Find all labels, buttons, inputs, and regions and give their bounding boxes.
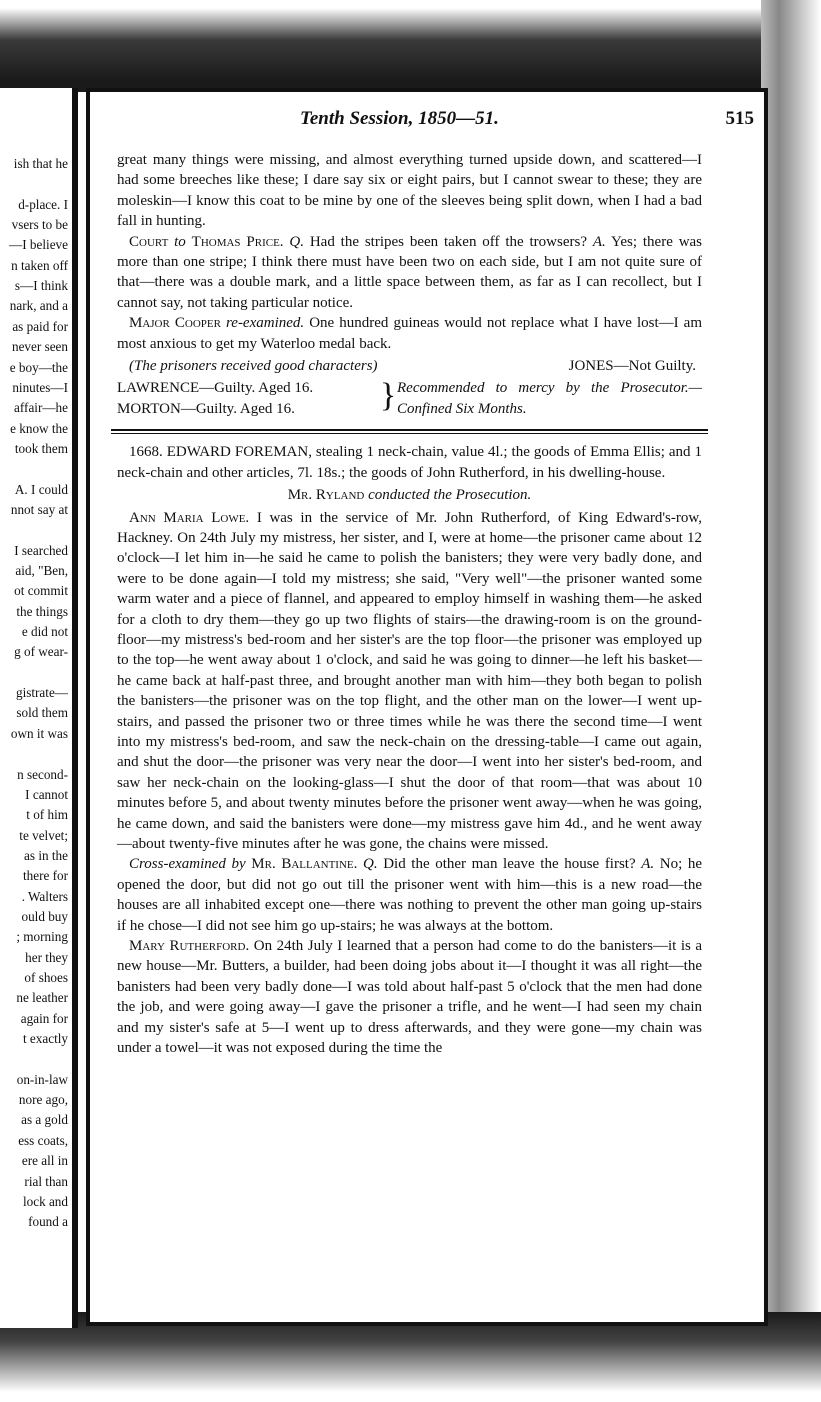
facing-page-line: as paid for [12, 318, 68, 334]
charge-text: stealing 1 neck-chain, value 4l.; the goods of Emma Ellis; and 1 neck-chain and other articles, 7l. 18s.; the goods of John Rutherford, in his dwelling-house. [117, 444, 702, 481]
facing-page-line: d-place. I [18, 196, 68, 212]
characters-note: (The prisoners received good characters) [129, 358, 378, 375]
court-label: Court [129, 233, 169, 250]
court-examination [117, 232, 702, 314]
facing-page-line: vsers to be [11, 217, 68, 233]
court-answer: Yes; there was more than one stripe; I think there must have been two on each side, but I am not quite sure of that—there was a double mark, and a little space between them, as far as I can recollect, but I cannot say, not taking particular notice. [117, 233, 703, 311]
facing-page-line: as a gold [21, 1112, 68, 1128]
facing-page-line: I cannot [25, 786, 68, 802]
facing-page-line: e boy—the [9, 359, 68, 375]
page-number: 515 [725, 108, 754, 129]
book-page [86, 88, 768, 1326]
verdict-lawrence: LAWRENCE—Guilty. Aged 16. [117, 380, 314, 397]
scan-border-right [761, 0, 821, 1402]
verdict-jones: JONES—Not Guilty. [568, 358, 696, 375]
facing-page-line: te velvet; [19, 827, 68, 843]
re-examination [117, 313, 702, 354]
facing-page-line: ess coats, [18, 1132, 68, 1148]
cross-question: Did the other man leave the house first? [383, 856, 636, 873]
facing-page-line: ot commit [14, 583, 68, 599]
facing-page-line: t of him [26, 807, 68, 823]
facing-page-line: g of wear- [14, 644, 68, 660]
cross-question-label: Q. [363, 856, 378, 873]
cross-counsel: Mr. Ballantine. [251, 856, 358, 873]
facing-page-line: lock and [22, 1193, 68, 1209]
facing-page-fragment [0, 88, 78, 1328]
facing-page-line: A. I could [14, 481, 68, 497]
re-exam-label: re-examined. [226, 315, 305, 332]
facing-page-line: n second- [17, 766, 68, 782]
cross-examination [117, 854, 702, 936]
case-number: 1668. [129, 444, 163, 461]
facing-page-line: the things [16, 603, 68, 619]
defendant-name: EDWARD FOREMAN, [166, 444, 312, 461]
brace-glyph: } [379, 377, 397, 415]
court-question: Had the stripes been taken off the trowsers? [309, 233, 587, 250]
facing-page-line: nark, and a [9, 298, 68, 314]
case-divider [111, 429, 708, 434]
witness-testimony-rutherford [117, 936, 702, 1058]
verdict-morton: MORTON—Guilty. Aged 16. [117, 400, 295, 417]
re-exam-text: One hundred guineas would not replace what I have lost—I am most anxious to get my Waterloo medal back. [117, 315, 703, 352]
prosecution-label: conducted the Prosecution. [368, 487, 532, 504]
testimony-continuation: great many things were missing, and almost everything turned upside down, and scattered—I had some breeches like these; I dare say six or eight pairs, but I cannot swear to these; they are moleskin—I know this coat to be mine by one of the sleeves being split down, when I had a bad fall in hunting. [117, 152, 702, 230]
sentence-note: Recommended to mercy by the Prosecutor.—Confined Six Months. [397, 380, 702, 417]
prosecutor-name: Mr. Ryland [287, 487, 365, 504]
facing-page-line: own it was [10, 725, 68, 741]
cross-answer-label: A. [641, 856, 655, 873]
facing-page-line: affair—he [14, 400, 68, 416]
facing-page-line: s—I think [14, 278, 68, 294]
facing-page-line: of shoes [24, 970, 68, 985]
cross-label: Cross-examined by [129, 856, 246, 873]
verdict-line [117, 356, 702, 376]
witness-name-rutherford: Mary Rutherford. [129, 938, 250, 955]
session-title: Tenth Session, 1850—51. [300, 108, 499, 129]
facing-page-line: on-in-law [16, 1071, 68, 1087]
re-exam-speaker: Major Cooper [129, 315, 221, 332]
facing-page-line: ; morning [16, 929, 68, 945]
question-label: Q. [289, 233, 304, 250]
facing-page-line: I searched [14, 542, 68, 558]
facing-page-line: ere all in [21, 1153, 68, 1169]
witness-name-lowe: Ann Maria Lowe. [129, 509, 250, 526]
sentence-names [117, 378, 379, 419]
facing-page-line: never seen [11, 339, 68, 355]
sentence-block [117, 378, 702, 419]
testimony-rutherford: On 24th July I learned that a person had come to do the banisters—it is a new house—Mr. Butters, a builder, had been doing jobs about it—I thought it was all right—the banisters had been very badly done—I was told about half-past 5 o'clock that the men had done the job, and were going away—I gave the prisoner a trifle, and he went—I had seen my chain and my sister's safe at 5—I went up to dress afterwards, and they were gone—my chain was under a towel—it was not exposed during the time the [117, 938, 703, 1057]
page-body [117, 150, 702, 1058]
facing-page-line: nnot say at [10, 501, 68, 517]
case-heading [117, 442, 702, 483]
witness-testimony-lowe [117, 508, 702, 855]
court-witness: Thomas Price. [191, 233, 284, 250]
facing-page-line: sold them [16, 705, 68, 721]
facing-page-line: ninutes—I [12, 379, 68, 395]
facing-page-line: again for [20, 1010, 68, 1026]
facing-page-line: took them [14, 440, 68, 456]
facing-page-line: t exactly [22, 1031, 68, 1047]
facing-page-line: e know the [10, 420, 68, 436]
running-header [90, 106, 764, 136]
facing-page-line: found a [28, 1214, 68, 1230]
facing-page-line: as in the [24, 847, 68, 863]
facing-page-line: ish that he [13, 156, 68, 171]
scan-border-top [0, 0, 821, 92]
testimony-lowe: I was in the service of Mr. John Rutherford, of King Edward's-row, Hackney. On 24th July my mistress, her sister, and I, were at home—the prisoner came about 12 o'clock—I let him in—he said he came to polish the banisters; they were very badly done, and were to be done again—I told my mistress; she said, "Very well"—the prisoner wanted some warm water and a piece of flannel, and appeared to employ himself in washing them—he asked for a cloth to dry them—they go up two flights of stairs—the drawing-room is on the ground-floor—my mistress's bed-room and her sister's are the top floor—the prisoner was employed up to the top—he went away about 1 o'clock, and said he was going to dinner—he left his basket—he came back at half-past three, and brought another man with him—they both began to polish the banisters—the prisoner was on the top flight, and the other man on the lower—I went up-stairs, and passed the prisoner two or three times while he was there the second time—I went into my mistress's bed-room, and saw the neck-chain on the dressing-table—I came out again, and shut the door—the prisoner was very near the door—I went into her sister's bed-room, and saw her neck-chain on the looking-glass—I shut the door of that room—that was about 10 minutes before 5, and about twenty minutes before the prisoner went away—when he was going, he came down, and said the banisters were done—my mistress gave him 4d., and he went away—about twenty-five minutes after he was gone, the chains were missed. [117, 509, 702, 852]
facing-page-line: nore ago, [18, 1092, 68, 1108]
facing-page-line: . Walters [21, 888, 68, 904]
facing-page-line: there for [22, 868, 68, 884]
court-to: to [174, 233, 186, 250]
facing-page-line: rial than [24, 1173, 68, 1189]
facing-page-line: gistrate— [15, 685, 68, 701]
facing-page-line: ould buy [21, 908, 68, 924]
facing-page-line: —I believe [9, 237, 68, 253]
answer-label: A. [592, 233, 606, 250]
facing-page-line: aid, "Ben, [15, 563, 68, 578]
facing-page-line: e did not [21, 624, 68, 640]
facing-page-line: n taken off [11, 257, 68, 273]
prosecution-line [117, 485, 702, 505]
facing-page-line: ne leather [16, 990, 68, 1006]
cross-answer: No; he opened the door, but did not go out till the prisoner went with him—this is a new road—the houses are all inhabited except one—there was nothing to prevent the other man going up-stairs if he chose—I did not see him go up-stairs; he was always at the bottom. [117, 856, 703, 934]
facing-page-line: her they [25, 949, 68, 965]
